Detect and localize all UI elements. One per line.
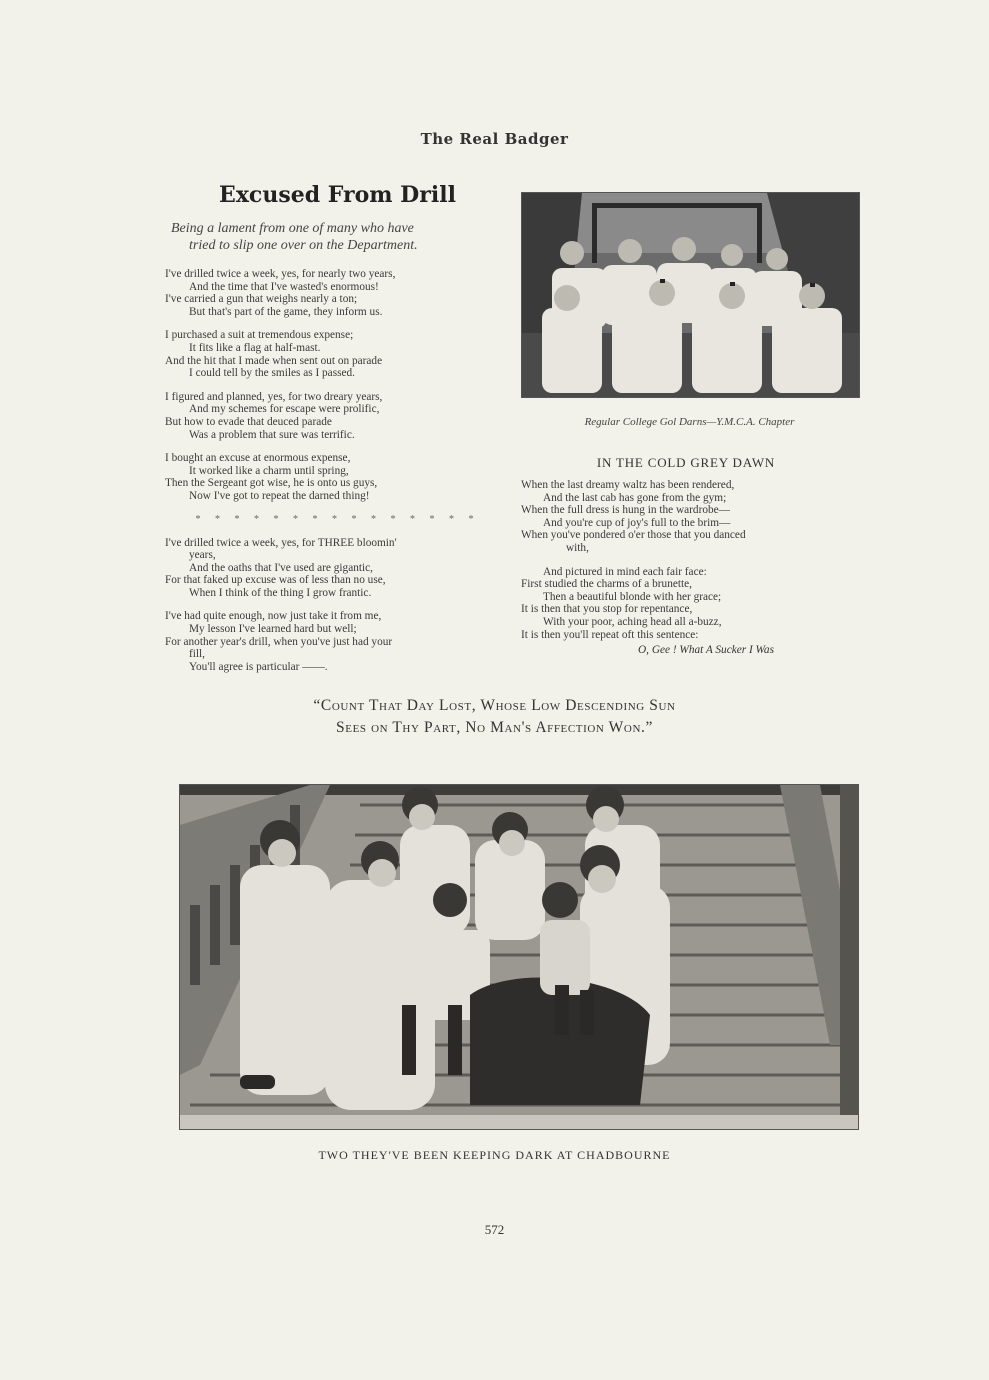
poem-line: It worked like a charm until spring, xyxy=(189,464,349,477)
quotation-line: “Count That Day Lost, Whose Low Descending Sun xyxy=(313,697,676,714)
ymca-group-photo xyxy=(521,192,860,398)
stanza xyxy=(165,610,510,673)
poem-line: When the last dreamy waltz has been rendered, xyxy=(521,479,735,491)
section-divider: * * * * * * * * * * * * * * * xyxy=(195,513,480,525)
right-poem xyxy=(521,455,851,656)
stairs-group-photo xyxy=(179,784,859,1130)
poem-line: But that's part of the game, they inform us. xyxy=(189,305,383,318)
poem-line: I've had quite enough, now just take it from me, xyxy=(165,610,382,623)
poem-line: Now I've got to repeat the darned thing! xyxy=(189,489,370,502)
page-number: 572 xyxy=(484,1222,505,1237)
poem-line: Then a beautiful blonde with her grace; xyxy=(543,590,722,603)
left-poem xyxy=(165,182,510,684)
poem-line: I could tell by the smiles as I passed. xyxy=(189,367,355,380)
poem-title: Excused From Drill xyxy=(219,182,456,208)
poem-line: First studied the charms of a brunette, xyxy=(521,578,692,591)
poem-line: It is then you'll repeat oft this sentence: xyxy=(521,628,699,641)
poem-line: years, xyxy=(189,549,216,562)
poem-line: When the full dress is hung in the wardrobe— xyxy=(521,504,730,517)
stanza xyxy=(165,452,510,502)
poem-line: For that faked up excuse was of less than no use, xyxy=(165,574,386,587)
poem-line: I figured and planned, yes, for two dreary years, xyxy=(165,390,383,403)
quotation-line: Sees on Thy Part, No Man's Affection Won.” xyxy=(336,719,653,736)
running-head: The Real Badger xyxy=(420,130,569,148)
poem-line: It is then that you stop for repentance, xyxy=(521,603,693,616)
quotation xyxy=(0,695,989,739)
poem-subtitle-line: Being a lament from one of many who have xyxy=(171,221,414,236)
poem-line: With your poor, aching head all a-buzz, xyxy=(543,615,722,628)
poem-line: And pictured in mind each fair face: xyxy=(543,565,707,578)
poem-line: Then the Sergeant got wise, he is onto us guys, xyxy=(165,477,378,490)
stanza xyxy=(521,479,851,555)
poem-line: And the oaths that I've used are gigantic, xyxy=(189,561,373,574)
poem-line: I've carried a gun that weighs nearly a ton; xyxy=(165,293,358,306)
stanza xyxy=(521,566,851,642)
poem-line: For another year's drill, when you've just had your xyxy=(165,635,393,648)
stanza xyxy=(165,537,510,600)
poem-line: fill, xyxy=(189,648,206,661)
poem-line: And the hit that I made when sent out on parade xyxy=(165,354,383,367)
poem-subtitle-line: tried to slip one over on the Department. xyxy=(189,238,418,253)
poem-line: I bought an excuse at enormous expense, xyxy=(165,452,351,465)
poem-line: You'll agree is particular ——. xyxy=(189,660,328,673)
poem-line: with, xyxy=(566,541,589,554)
stanza xyxy=(165,268,510,318)
poem-line: And the time that I've wasted's enormous! xyxy=(189,280,379,293)
poem-line: And the last cab has gone from the gym; xyxy=(543,491,727,504)
poem-line: And my schemes for escape were prolific, xyxy=(189,403,380,416)
poem-line: Was a problem that sure was terrific. xyxy=(189,428,355,441)
poem-line: When you've pondered o'er those that you danced xyxy=(521,529,746,542)
poem-line: But how to evade that deuced parade xyxy=(165,415,332,428)
poem-subtitle xyxy=(165,220,510,254)
poem-line: It fits like a flag at half-mast. xyxy=(189,341,321,354)
poem-line: I've drilled twice a week, yes, for nearly two years, xyxy=(165,268,396,280)
photo-caption: Regular College Gol Darns—Y.M.C.A. Chapter xyxy=(584,416,795,428)
poem-line: When I think of the thing I grow frantic. xyxy=(189,586,372,599)
stanza xyxy=(165,329,510,379)
poem-closing-line: O, Gee ! What A Sucker I Was xyxy=(638,644,774,657)
stanza xyxy=(165,391,510,441)
poem-title: IN THE COLD GREY DAWN xyxy=(596,455,776,470)
poem-line: I purchased a suit at tremendous expense; xyxy=(165,329,354,342)
photo-caption: TWO THEY'VE BEEN KEEPING DARK AT CHADBOURNE xyxy=(318,1148,671,1162)
poem-line: My lesson I've learned hard but well; xyxy=(189,623,357,636)
poem-line: I've drilled twice a week, yes, for THREE bloomin' xyxy=(165,536,397,549)
poem-line: And you're cup of joy's full to the brim— xyxy=(543,516,731,529)
